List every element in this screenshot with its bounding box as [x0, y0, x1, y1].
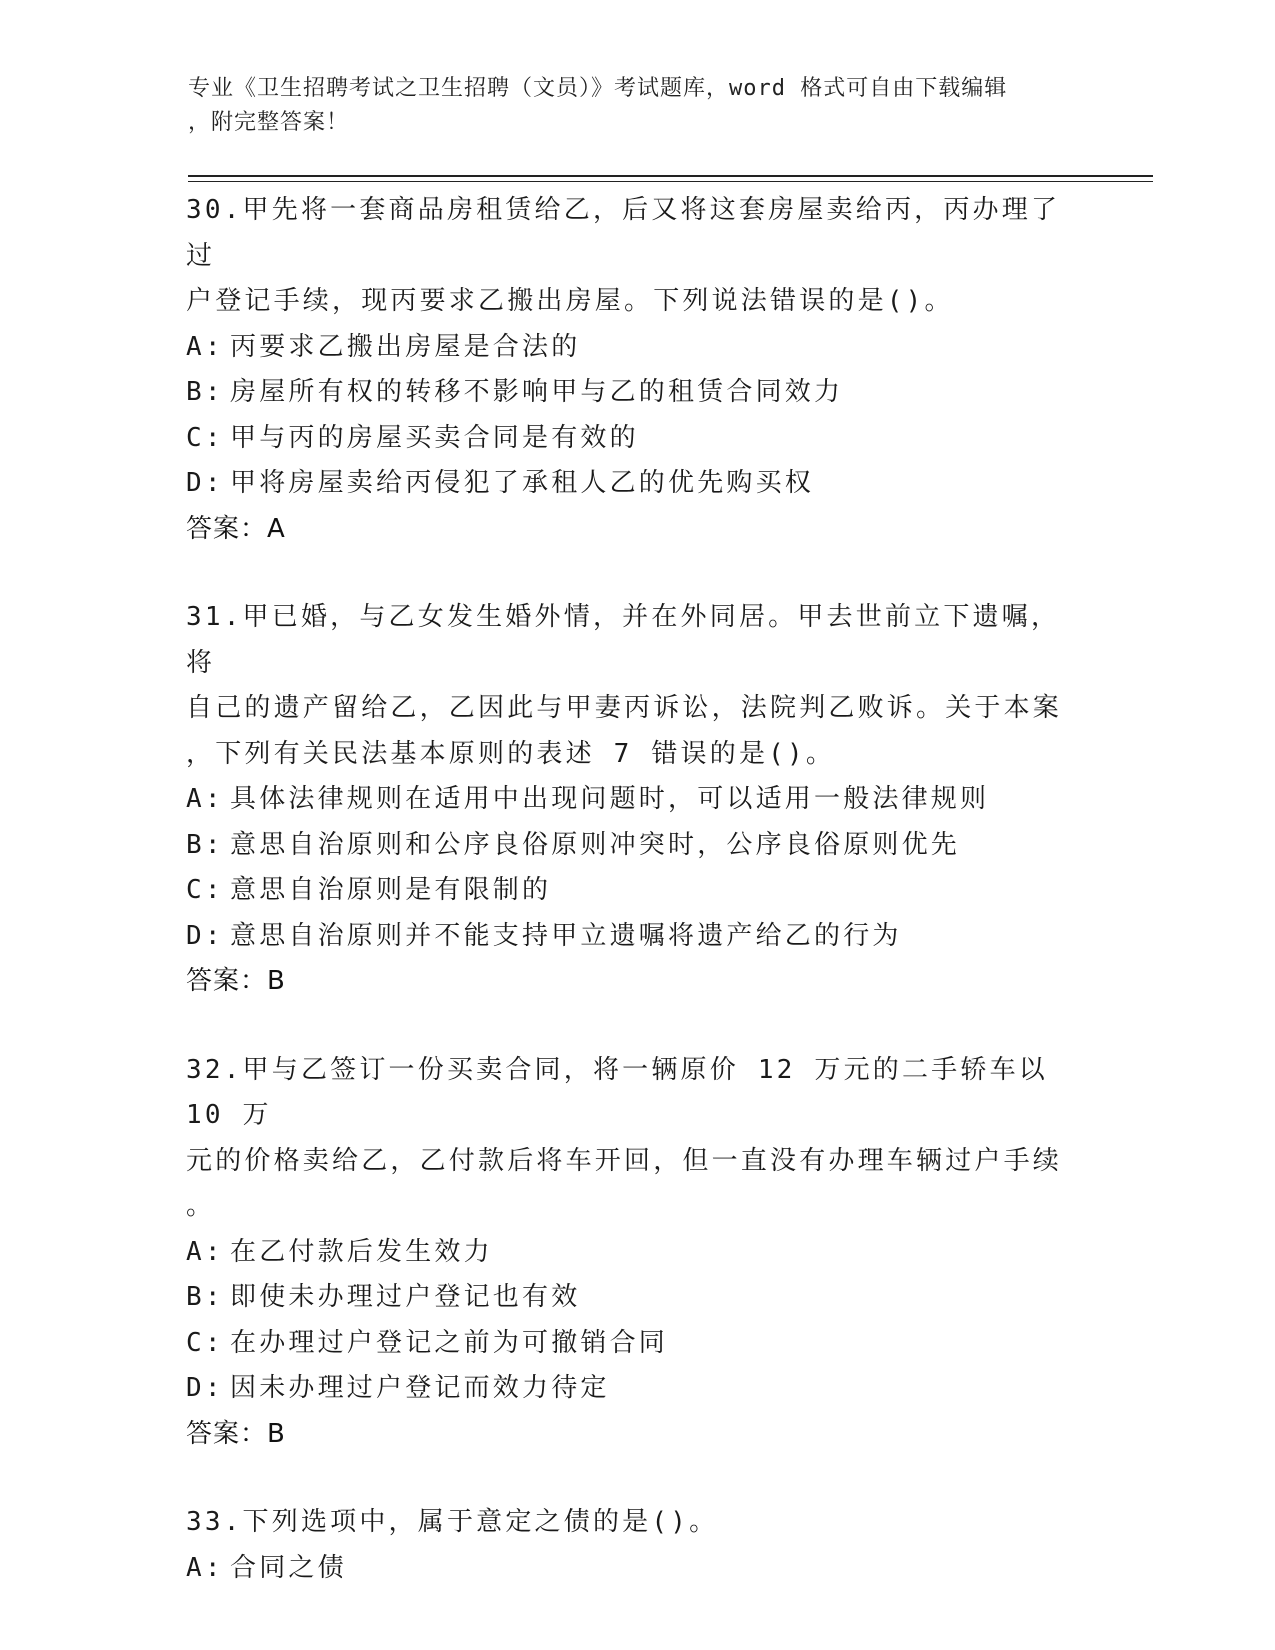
question-text-line: 户登记手续，现丙要求乙搬出房屋。下列说法错误的是()。 [186, 286, 954, 316]
answer-option [186, 777, 1086, 823]
header-line-1: 专业《卫生招聘考试之卫生招聘（文员）》考试题库，word 格式可自由下载编辑 [188, 76, 1008, 101]
document-header [188, 72, 1068, 140]
option-key: D: [186, 920, 224, 951]
answer-option [186, 1546, 1086, 1592]
question-text-line: 32.甲与乙签订一份买卖合同，将一辆原价 12 万元的二手轿车以 10 万 [186, 1054, 1048, 1130]
answer-value: A [267, 513, 286, 544]
option-text: 即使未办理过户登记也有效 [230, 1282, 581, 1312]
answer-option [186, 416, 1086, 462]
option-key: D: [186, 1373, 224, 1403]
option-text: 合同之债 [230, 1552, 347, 1583]
question-text-line: 30.甲先将一套商品房租赁给乙，后又将这套房屋卖给丙，丙办理了过 [186, 195, 1061, 271]
question-text-line: 31.甲已婚，与乙女发生婚外情，并在外同居。甲去世前立下遗嘱，将 [186, 602, 1061, 678]
question-block [186, 1500, 1086, 1591]
answer-value: B [267, 1418, 286, 1449]
answer-option [186, 823, 1086, 869]
option-key: A: [186, 784, 224, 814]
answer-option [186, 1275, 1086, 1321]
answer-option [186, 370, 1086, 416]
answer-value: B [267, 966, 286, 996]
question-text-line: 自己的遗产留给乙，乙因此与甲妻丙诉讼，法院判乙败诉。关于本案 [186, 693, 1063, 723]
question-list [186, 188, 1086, 1634]
header-rule-thick [188, 175, 1153, 177]
answer-option [186, 325, 1086, 371]
option-text: 在办理过户登记之前为可撤销合同 [230, 1327, 669, 1358]
option-text: 房屋所有权的转移不影响甲与乙的租赁合同效力 [230, 377, 844, 407]
option-key: A: [186, 1552, 224, 1583]
option-text: 具体法律规则在适用中出现问题时，可以适用一般法律规则 [230, 784, 990, 814]
option-key: B: [186, 1282, 224, 1312]
option-text: 丙要求乙搬出房屋是合法的 [230, 331, 581, 362]
option-key: C: [186, 1327, 224, 1358]
option-text: 意思自治原则是有限制的 [230, 875, 552, 905]
answer-line [186, 507, 1086, 553]
option-text: 甲将房屋卖给丙侵犯了承租人乙的优先购买权 [230, 468, 815, 498]
question-block [186, 188, 1086, 552]
option-key: B: [186, 829, 224, 860]
header-rule-thin [188, 181, 1153, 182]
option-text: 意思自治原则并不能支持甲立遗嘱将遗产给乙的行为 [230, 920, 902, 951]
answer-option [186, 868, 1086, 914]
answer-option [186, 914, 1086, 960]
answer-line [186, 1412, 1086, 1458]
answer-line [186, 959, 1086, 1005]
option-text: 意思自治原则和公序良俗原则冲突时，公序良俗原则优先 [230, 829, 961, 860]
question-text-line: 33.下列选项中，属于意定之债的是()。 [186, 1507, 719, 1537]
question-text-line: 。 [186, 1191, 216, 1221]
answer-label: 答案： [186, 1418, 268, 1449]
option-text: 甲与丙的房屋买卖合同是有效的 [230, 422, 639, 453]
option-text: 因未办理过户登记而效力待定 [230, 1373, 610, 1403]
option-text: 在乙付款后发生效力 [230, 1236, 493, 1267]
option-key: A: [186, 1236, 224, 1267]
question-block [186, 1048, 1086, 1458]
answer-label: 答案： [186, 513, 268, 544]
answer-label: 答案： [186, 966, 268, 996]
option-key: B: [186, 377, 224, 407]
answer-option [186, 1230, 1086, 1276]
option-key: C: [186, 422, 224, 453]
question-text-line: 元的价格卖给乙，乙付款后将车开回，但一直没有办理车辆过户手续 [186, 1145, 1063, 1176]
answer-option [186, 1321, 1086, 1367]
answer-option [186, 1366, 1086, 1412]
option-key: C: [186, 875, 224, 905]
option-key: A: [186, 331, 224, 362]
question-text-line: ，下列有关民法基本原则的表述 7 错误的是()。 [186, 738, 836, 769]
question-block [186, 595, 1086, 1005]
answer-option [186, 461, 1086, 507]
header-line-2: ，附完整答案！ [188, 110, 350, 135]
option-key: D: [186, 468, 224, 498]
